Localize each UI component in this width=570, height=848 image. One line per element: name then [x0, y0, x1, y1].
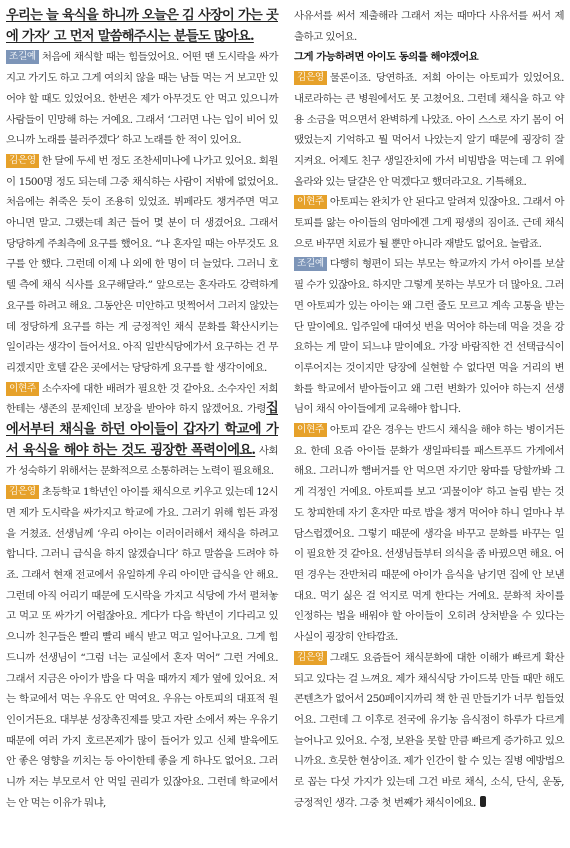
speaker-tag: 조길예 — [6, 50, 39, 64]
paragraph-text: 초등학교 1학년인 아이를 채식으로 키우고 있는데 12시면 제가 도시락을 싸가지고 학교에 가요. 그러기 위해 힘든 과정을 거쳤죠. 선생님께 ‘우리 아이는 이러이러해서 채식을 하려고 합니다. 그러니 급식을 하지 않겠습니다’ 하고 말씀을 드려야 하죠. 그래서 현재 전교에서 유일하게 우리 아이만 급식을 안 해요. 그런데 아직 어리기 때문에 도시락을 가지고 식당에 가서 펼쳐놓고 먹고 또 싸가기 어렵잖아요. 게다가 다음 학년이 기다리고 있으니까 친구들은 빨리 빨리 배식 받고 먹고 일어나고요. 그게 힘드니까 선생님이 “그럼 너는 교실에서 혼자 먹어” 그런 거예요. 그래서 지금은 아이가 밥을 다 먹을 때까지 제가 옆에 있어요. 저는 학교에서 먹는 우유도 안 먹여요. 우유는 아토피의 대표적 원인이거든요. 대부분 성장촉진제를 맞고 자란 소에서 짜는 우유기 때문에 여러 가지 호르몬제가 많이 들어가 있고 신체 발육에도 안 좋은 영향을 끼치는 등 아이한테 좋을 게 하나도 없어요. 그러니까 저는 부모로서 안 먹일 권리가 있잖아요. 그런데 학교에서는 안 먹는 이유가 뭐냐, — [6, 486, 278, 809]
end-mark-icon — [480, 796, 486, 807]
paragraph: 사유서를 써서 제출해라 그래서 저는 때마다 사유서를 써서 제출하고 있어요. — [294, 10, 564, 43]
speaker-tag: 이현주 — [294, 423, 327, 437]
paragraph — [294, 420, 564, 648]
pull-quote-inline: 집에서부터 채식을 하던 아이들이 갑자기 학교에 가서 육식을 해야 하는 것도 굉장한 폭력이에요. — [6, 401, 278, 458]
paragraph-text: 다행히 형편이 되는 부모는 학교까지 가서 아이를 보살필 수가 있잖아요. 하지만 그렇게 못하는 부모가 더 많아요. 그러면 아토피가 있는 아이는 왜 그런 줄도 모르고 계속 고통을 받는단 말이예요. 입주일에 대여섯 번을 먹어야 하는데 먹을 것을 강요하는 게 말이 되느냐 말이예요. 가장 바람직한 건 선택급식이 이루어지는 것이지만 당장에 실현할 수 없다면 먹을 거리의 변화를 학교에서 받아들이고 왜 그런 변화가 있어야 하는지 선생님이 채식 아이들에게 교육해야 합니다. — [294, 258, 564, 416]
paragraph — [6, 47, 278, 151]
paragraph — [6, 482, 278, 813]
speaker-tag: 이현주 — [294, 195, 327, 209]
speaker-tag: 김은영 — [6, 154, 39, 168]
paragraph — [294, 192, 564, 254]
paragraph — [294, 68, 564, 192]
paragraph-text: 처음에 채식할 때는 힘들었어요. 어떤 땐 도시락을 싸가지고 가기도 하고 그게 여의치 않을 때는 남들 먹는 거 보고만 있어야 할 때도 있었어요. 한번은 제가 아무것도 안 먹고 있으니까 사람들이 민망해 하는 거예요. 그래서 ‘그러면 나는 입이 비어 있으니까 노래를 불러주겠다’ 하고 노래를 한 적이 있어요. — [6, 51, 278, 147]
paragraph — [6, 151, 278, 379]
paragraph-text: 사회가 성숙하기 위해서는 문화적으로 소통하려는 노력이 필요해요. — [6, 444, 278, 478]
paragraph-text: 물론이죠. 당연하죠. 저희 아이는 아토피가 있었어요. 내로라하는 큰 병원에서도 못 고쳤어요. 그런데 채식을 하고 약용 소금을 먹으면서 완벽하게 나았죠. 아이 스스로 자기 몸이 어땠었는지 기억하고 뭘 먹어서 나았는지 알기 때문에 굉장히 잘 지켜요. 어제도 친구 생일잔치에 가서 비빔밥을 먹는데 그 위에 올라와 있는 달걀은 안 먹겠다고 했더라고요. 기특해요. — [294, 72, 564, 188]
speaker-tag: 김은영 — [6, 485, 39, 499]
speaker-tag: 김은영 — [294, 651, 327, 665]
pull-quote-top: 우리는 늘 육식을 하니까 오늘은 김 사장이 가는 곳에 가자’ 고 먼저 말씀해주시는 분들도 많아요. — [6, 8, 278, 44]
paragraph — [294, 648, 564, 814]
paragraph-text: 소수자에 대한 배려가 필요한 것 같아요. 소수자인 저희한테는 생존의 문제인데 보장을 받아야 하지 않겠어요. 가령 — [6, 382, 278, 416]
speaker-tag: 이현주 — [6, 382, 39, 396]
paragraph-text: 한 달에 두세 번 정도 조찬세미나에 나가고 있어요. 회원이 1500명 정도 되는데 그중 채식하는 사람이 저밖에 없었어요. 처음에는 취죽은 듯이 조용히 있었죠. 뷔페라도 챙겨주면 먹고 아니면 말고. 그랬는데 최근 들어 몇 분이 더 생겼어요. 그래서 당당하게 주최측에 요구를 했어요. “나 혼자일 때는 아무것도 요구를 안 했다. 그런데 이제 나 외에 한 명이 더 늘었다. 그러니 호텔 측에 채식 식사를 요구해달라.” 앞으로는 혼자라도 강력하게 요구를 하려고 해요. 그동안은 미안하고 멋쩍어서 그러지 않았는데 정당하게 요구를 하는 게 긍정적인 채식 문화를 확산시키는 일이라는 생각이 들어서요. 아직 일반식당에가서 요구하는 건 무리겠지만 호텔 같은 곳에서는 당당하게 요구를 할 생각이에요. — [6, 154, 278, 374]
paragraph — [294, 254, 564, 420]
left-column — [6, 6, 278, 813]
interview-question: 그게 가능하려면 아이도 동의를 해야겠어요 — [294, 51, 479, 64]
paragraph-text: 아토피는 완치가 안 된다고 알려져 있잖아요. 그래서 아토피를 앓는 아이들의 엄마에겐 그게 평생의 짐이죠. 근데 채식으로 바꾸면 치료가 될 뿐만 아니라 재발도 없어요. 놀랍죠. — [294, 196, 564, 250]
speaker-tag: 조길예 — [294, 257, 327, 271]
speaker-tag: 김은영 — [294, 71, 327, 85]
paragraph — [6, 379, 278, 483]
right-column — [294, 6, 564, 813]
paragraph-text: 아토피 같은 경우는 반드시 채식을 해야 하는 병이거든요. 한데 요즘 아이들 문화가 생일파티를 패스트푸드 가게에서 해요. 그러니까 햄버거를 안 먹으면 자기만 왕따를 당할까봐 그게 걱정인 거예요. 아토피를 보고 ‘괴물이야’ 하고 놀림 받는 것도 창피한데 자기 혼자만 따로 밥을 챙겨 먹어야 하니 얼마나 부담스럽겠어요. 그렇기 때문에 생각을 바꾸고 문화를 바꾸는 일이 필요한 것 같아요. 선생님들부터 의식을 좀 바뀠으면 해요. 어떤 경우는 잔반처리 때문에 아이가 음식을 남기면 집에 안 보낸대요. 먹기 싫은 걸 억지로 먹게 한다는 거예요. 문화적 차이를 인정하는 법을 배워야 할 아이들이 오히려 상처받을 수 있다는 사실이 굉장히 안타깝죠. — [294, 424, 564, 644]
paragraph-text: 그래도 요즘들어 채식문화에 대한 이해가 빠르게 확산되고 있다는 걸 느껴요. 제가 채식식당 가이드북 만들 때만 해도 콘텐츠가 없어서 250페이지까리 책 한 권 만들기가 너무 힘들었어요. 그런데 그 이후로 전국에 유기농 음식점이 하루가 다르게 늘어나고 있어요. 수정, 보완을 못할 만큼 빠르게 증가하고 있으니까요. 흐뭇한 현상이죠. 제가 인간이 할 수 있는 질병 예방법으로 꼽는 다섯 가지가 있는데 그건 바로 채식, 소식, 단식, 운동, 긍정적인 생각. 그중 첫 번째가 채식이에요. — [294, 651, 564, 809]
